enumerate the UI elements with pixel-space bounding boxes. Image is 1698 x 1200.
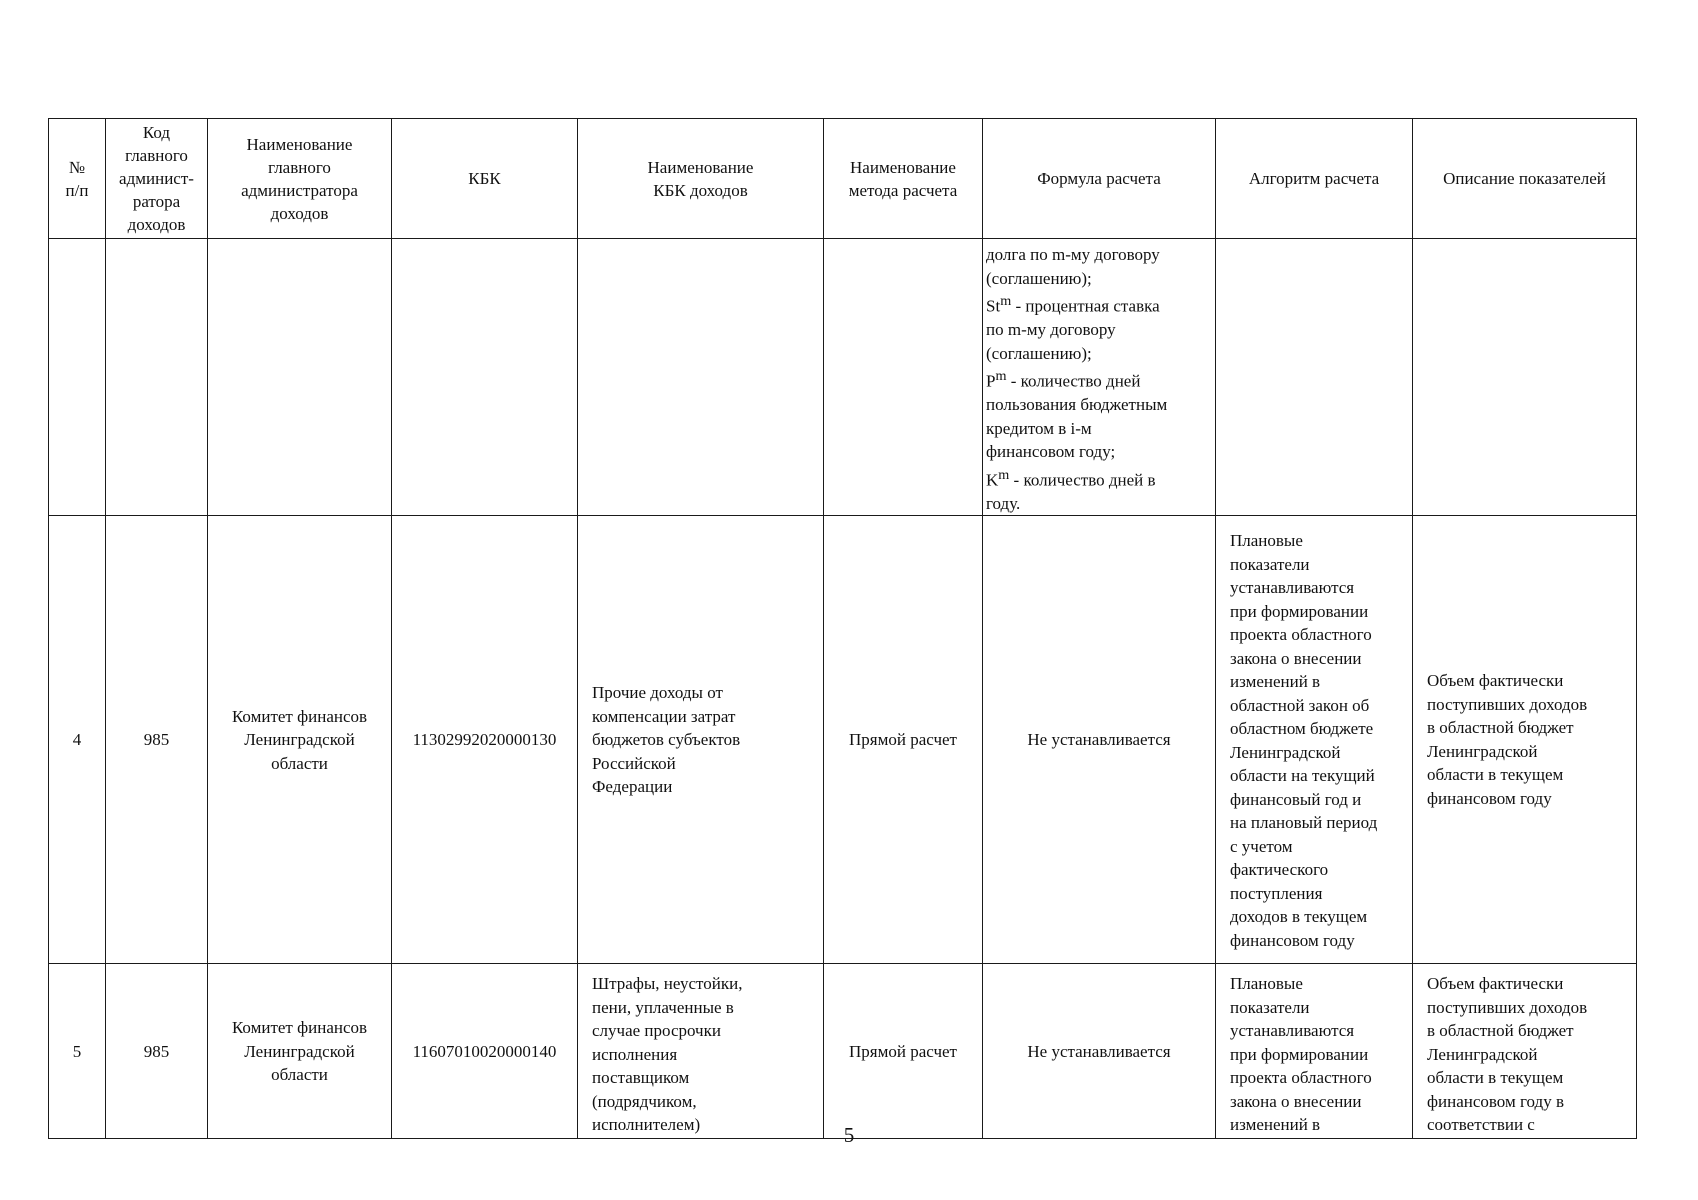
cell-num: 4 — [49, 516, 106, 964]
formula-text-3: - количество дней пользования бюджетным кредитом в i-м финансовом году; K — [986, 371, 1168, 490]
cell-kbk-name: Штрафы, неустойки, пени, уплаченные в случае просрочки исполнения поставщиком (подрядчиком, исполнителем) — [578, 964, 824, 1139]
header-kbk-name: Наименование КБК доходов — [578, 119, 824, 239]
cell-empty — [106, 239, 208, 516]
header-kbk: КБК — [392, 119, 578, 239]
income-forecast-table — [48, 118, 1637, 1139]
table-row — [49, 516, 1637, 964]
cell-formula-continuation — [983, 239, 1216, 516]
cell-algorithm: Плановые показатели устанавливаются при формировании проекта областного закона о внесении изменений в — [1216, 964, 1413, 1139]
cell-kbk-name: Прочие доходы от компенсации затрат бюджетов субъектов Российской Федерации — [578, 516, 824, 964]
formula-text-4: - количество дней в году. — [986, 470, 1156, 513]
cell-description: Объем фактически поступивших доходов в областной бюджет Ленинградской области в текущем финансовом году — [1413, 516, 1637, 964]
header-description: Описание показателей — [1413, 119, 1637, 239]
cell-admin-name: Комитет финансов Ленинградской области — [208, 516, 392, 964]
cell-empty — [392, 239, 578, 516]
table-row — [49, 964, 1637, 1139]
cell-formula: Не устанавливается — [983, 964, 1216, 1139]
header-algorithm: Алгоритм расчета — [1216, 119, 1413, 239]
cell-formula: Не устанавливается — [983, 516, 1216, 964]
header-admin-name: Наименование главного администратора доходов — [208, 119, 392, 239]
page-number: 5 — [843, 1123, 855, 1147]
header-admin-code: Код главного админист- ратора доходов — [106, 119, 208, 239]
cell-kbk: 11607010020000140 — [392, 964, 578, 1139]
cell-empty — [208, 239, 392, 516]
cell-algorithm: Плановые показатели устанавливаются при формировании проекта областного закона о внесении изменений в областной закон об областном бюджете Ленинградской области на текущий финансовый год и на плановый период с учетом фактического поступления доходов в текущем финансовом году — [1216, 516, 1413, 964]
table-row-continuation — [49, 239, 1637, 516]
header-row — [49, 119, 1637, 239]
formula-superscript-1: m — [1000, 293, 1012, 309]
formula-text-1: долга по m-му договору (соглашению); St — [986, 245, 1160, 316]
cell-admin-code: 985 — [106, 516, 208, 964]
header-num: № п/п — [49, 119, 106, 239]
cell-method: Прямой расчет — [824, 516, 983, 964]
cell-description: Объем фактически поступивших доходов в областной бюджет Ленинградской области в текущем финансовом году в соответствии с — [1413, 964, 1637, 1139]
cell-method: Прямой расчет — [824, 964, 983, 1139]
cell-num: 5 — [49, 964, 106, 1139]
header-method: Наименование метода расчета — [824, 119, 983, 239]
formula-text-2: - процентная ставка по m-му договору (соглашению); P — [986, 296, 1160, 391]
cell-empty — [1413, 239, 1637, 516]
cell-empty — [578, 239, 824, 516]
cell-admin-code: 985 — [106, 964, 208, 1139]
cell-empty — [824, 239, 983, 516]
cell-empty — [1216, 239, 1413, 516]
header-formula: Формула расчета — [983, 119, 1216, 239]
cell-admin-name: Комитет финансов Ленинградской области — [208, 964, 392, 1139]
cell-empty — [49, 239, 106, 516]
formula-superscript-3: m — [998, 466, 1010, 483]
formula-superscript-2: m — [995, 368, 1007, 385]
cell-kbk: 11302992020000130 — [392, 516, 578, 964]
